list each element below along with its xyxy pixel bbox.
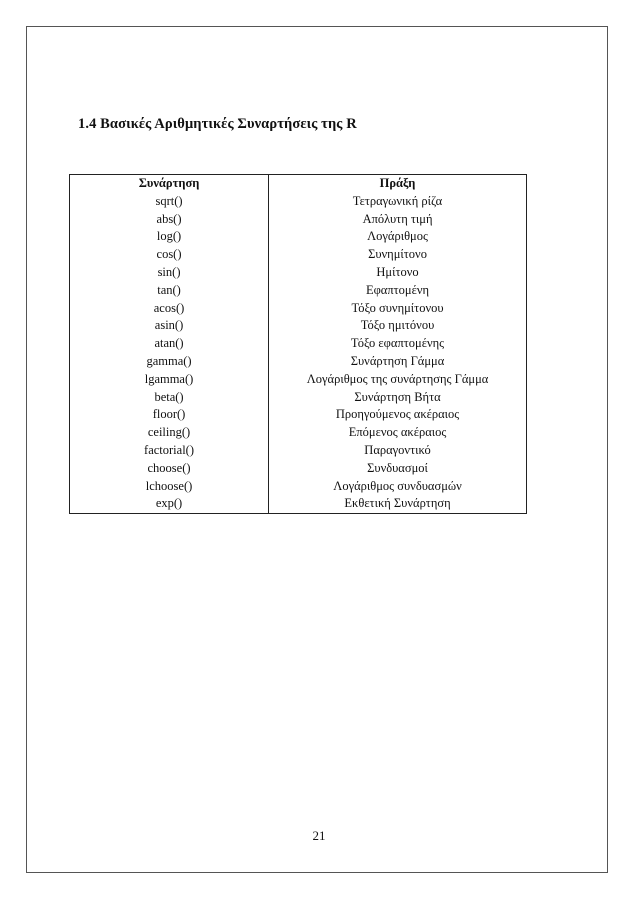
table-row [70, 371, 527, 389]
cell-operation: Εκθετική Συνάρτηση [269, 495, 527, 513]
header-operation: Πράξη [269, 175, 527, 193]
cell-operation: Λογάριθμος [269, 228, 527, 246]
cell-operation: Παραγοντικό [269, 442, 527, 460]
cell-operation: Τόξο ημιτόνου [269, 317, 527, 335]
table-row [70, 282, 527, 300]
table-row [70, 495, 527, 513]
cell-function: cos() [70, 246, 269, 264]
table-row [70, 406, 527, 424]
table-row [70, 193, 527, 211]
cell-function: choose() [70, 460, 269, 478]
section-heading: 1.4 Βασικές Αριθμητικές Συναρτήσεις της R [78, 116, 357, 132]
cell-function: abs() [70, 211, 269, 229]
cell-operation: Τετραγωνική ρίζα [269, 193, 527, 211]
table-row [70, 478, 527, 496]
table-row [70, 264, 527, 282]
cell-operation: Τόξο εφαπτομένης [269, 335, 527, 353]
table-row [70, 442, 527, 460]
table-header-row [70, 175, 527, 193]
table-body [70, 193, 527, 514]
page-number: 21 [312, 828, 326, 843]
cell-operation: Συνάρτηση Γάμμα [269, 353, 527, 371]
cell-function: floor() [70, 406, 269, 424]
cell-function: asin() [70, 317, 269, 335]
cell-function: exp() [70, 495, 269, 513]
cell-operation: Συνημίτονο [269, 246, 527, 264]
cell-function: acos() [70, 300, 269, 318]
cell-function: ceiling() [70, 424, 269, 442]
functions-table [69, 174, 527, 514]
cell-function: atan() [70, 335, 269, 353]
cell-function: sqrt() [70, 193, 269, 211]
table-row [70, 228, 527, 246]
cell-operation: Επόμενος ακέραιος [269, 424, 527, 442]
table-row [70, 211, 527, 229]
table-row [70, 389, 527, 407]
cell-function: factorial() [70, 442, 269, 460]
cell-operation: Συνάρτηση Βήτα [269, 389, 527, 407]
cell-operation: Λογάριθμος της συνάρτησης Γάμμα [269, 371, 527, 389]
cell-operation: Τόξο συνημίτονου [269, 300, 527, 318]
cell-function: gamma() [70, 353, 269, 371]
table-row [70, 335, 527, 353]
cell-operation: Προηγούμενος ακέραιος [269, 406, 527, 424]
header-function: Συνάρτηση [70, 175, 269, 193]
table-row [70, 353, 527, 371]
cell-function: tan() [70, 282, 269, 300]
table-row [70, 246, 527, 264]
cell-operation: Απόλυτη τιμή [269, 211, 527, 229]
cell-function: log() [70, 228, 269, 246]
table-row [70, 300, 527, 318]
cell-operation: Ημίτονο [269, 264, 527, 282]
cell-operation: Λογάριθμος συνδυασμών [269, 478, 527, 496]
table-row [70, 317, 527, 335]
cell-function: lchoose() [70, 478, 269, 496]
cell-operation: Συνδυασμοί [269, 460, 527, 478]
table-row [70, 424, 527, 442]
cell-function: sin() [70, 264, 269, 282]
cell-operation: Εφαπτομένη [269, 282, 527, 300]
cell-function: beta() [70, 389, 269, 407]
table-row [70, 460, 527, 478]
cell-function: lgamma() [70, 371, 269, 389]
